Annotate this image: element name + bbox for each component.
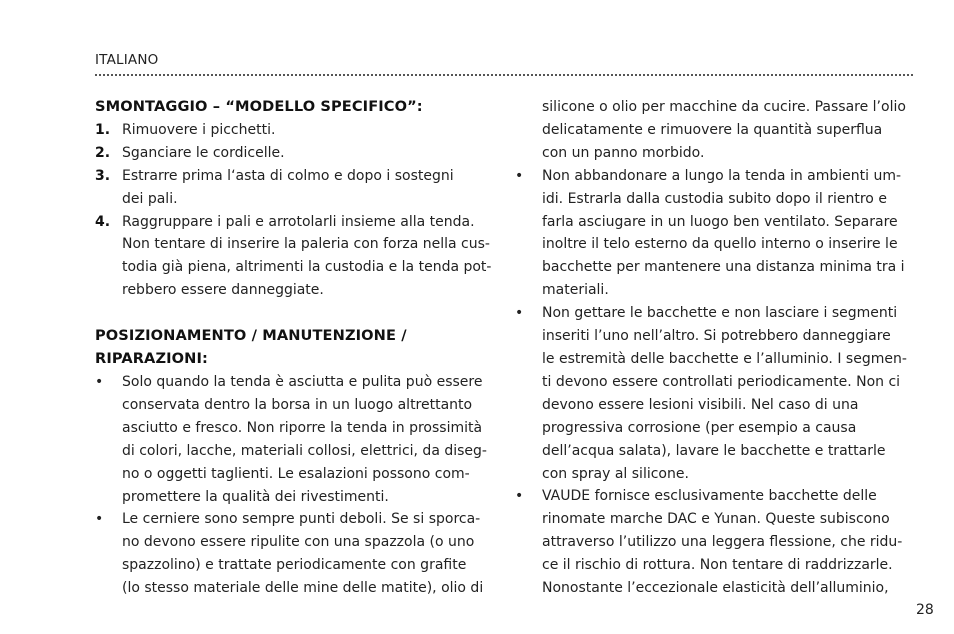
bullet-text-line: idi. Estrarla dalla custodia subito dopo il rientro e [542, 190, 887, 207]
bullet-icon: • [515, 305, 524, 322]
language-label: ITALIANO [95, 52, 159, 68]
step-number: 1. [95, 121, 111, 138]
bullet-text-line: (lo stesso materiale delle mine delle matite), olio di [122, 580, 484, 597]
bullet-text-line: devono essere lesioni visibili. Nel caso di una [542, 396, 859, 413]
bullet-text-line: inseriti l’uno nell’altro. Si potrebbero danneggiare [542, 328, 891, 345]
bullet-text-line: progressiva corrosione (per esempio a causa [542, 419, 857, 436]
bullet-text-line: ti devono essere controllati periodicamente. Non ci [542, 373, 901, 390]
bullet-text-line: di colori, lacche, materiali collosi, elettrici, da diseg- [122, 442, 487, 459]
bullet-text-line: Nonostante l’eccezionale elasticità dell’alluminio, [542, 580, 889, 597]
step-text-line: Rimuovere i picchetti. [122, 121, 276, 138]
step-number: 4. [95, 213, 111, 230]
bullet-text-line: conservata dentro la borsa in un luogo altrettanto [122, 396, 473, 413]
bullet-item [515, 302, 913, 485]
step-number: 3. [95, 167, 111, 184]
bullet-text-line: ce il rischio di rottura. Non tentare di raddrizzarle. [542, 557, 893, 574]
step-text-line: dei pali. [122, 190, 178, 207]
step-text-line: Raggruppare i pali e arrotolarli insieme alla tenda. [122, 213, 475, 230]
bullet-text-line: le estremità delle bacchette e l’alluminio. I segmen- [542, 350, 907, 367]
bullet-text-line: dell’acqua salata), lavare le bacchette e trattarle [542, 442, 886, 459]
bullet-text-line: inoltre il telo esterno da quello interno o inserire le [542, 236, 898, 253]
bullet-text-line: no o oggetti taglienti. Le esalazioni possono com- [122, 465, 470, 482]
step-text-line: Sganciare le cordicelle. [122, 144, 285, 161]
bullet-text-line: VAUDE fornisce esclusivamente bacchette delle [542, 488, 877, 505]
bullet-text-line: asciutto e fresco. Non riporre la tenda in prossimità [122, 419, 483, 436]
bullet-text-line: rinomate marche DAC e Yunan. Queste subiscono [542, 511, 890, 528]
heading-line: POSIZIONAMENTO / MANUTENZIONE / [95, 327, 407, 345]
section-spacer [95, 302, 495, 325]
heading-line: RIPARAZIONI: [95, 350, 208, 368]
bullet-text-line: bacchette per mantenere una distanza minima tra i [542, 259, 905, 276]
bullet-text-line: attraverso l’utilizzo una leggera flessione, che ridu- [542, 534, 903, 551]
right-column [515, 96, 913, 600]
bullet-item [515, 485, 913, 600]
bullet-text-line: materiali. [542, 282, 609, 299]
page-number: 28 [916, 602, 934, 618]
left-column [95, 96, 495, 600]
bullet-icon: • [515, 167, 524, 184]
step-text-line: Non tentare di inserire la paleria con forza nella cus- [122, 236, 490, 253]
bullet-text-line: Non abbandonare a lungo la tenda in ambienti um- [542, 167, 902, 184]
paragraph-line: delicatamente e rimuovere la quantità superflua [542, 121, 883, 138]
bullet-item [515, 165, 913, 302]
step-text-line: rebbero essere danneggiate. [122, 282, 324, 299]
bullet-item [95, 371, 495, 508]
paragraph-line: con un panno morbido. [542, 144, 705, 161]
dotted-divider [95, 74, 913, 76]
bullet-icon: • [95, 511, 104, 528]
bullet-text-line: promettere la qualità dei rivestimenti. [122, 488, 389, 505]
step-number: 2. [95, 144, 111, 161]
paragraph-line: silicone o olio per macchine da cucire. Passare l’olio [542, 99, 906, 115]
bullet-text-line: Non gettare le bacchette e non lasciare i segmenti [542, 305, 898, 322]
numbered-step [95, 211, 495, 303]
section-heading-disassembly: SMONTAGGIO – “MODELLO SPECIFICO”: [95, 98, 423, 115]
numbered-step [95, 165, 495, 211]
bullet-item [95, 508, 495, 600]
bullet-text-line: farla asciugare in un luogo ben ventilato. Separare [542, 213, 898, 230]
step-text-line: Estrarre prima l‘asta di colmo e dopo i sostegni [122, 167, 454, 184]
continued-paragraph [515, 96, 913, 165]
bullet-icon: • [95, 373, 104, 390]
step-text-line: todia già piena, altrimenti la custodia e la tenda pot- [122, 259, 492, 276]
bullet-text-line: Solo quando la tenda è asciutta e pulita può essere [122, 373, 483, 390]
bullet-text-line: Le cerniere sono sempre punti deboli. Se si sporca- [122, 511, 481, 528]
bullet-text-line: spazzolino) e trattate periodicamente con grafite [122, 557, 467, 574]
numbered-step [95, 142, 495, 165]
bullet-text-line: con spray al silicone. [542, 465, 689, 482]
numbered-step [95, 119, 495, 142]
section-heading-maintenance [95, 325, 495, 371]
bullet-icon: • [515, 488, 524, 505]
bullet-text-line: no devono essere ripulite con una spazzola (o uno [122, 534, 475, 551]
